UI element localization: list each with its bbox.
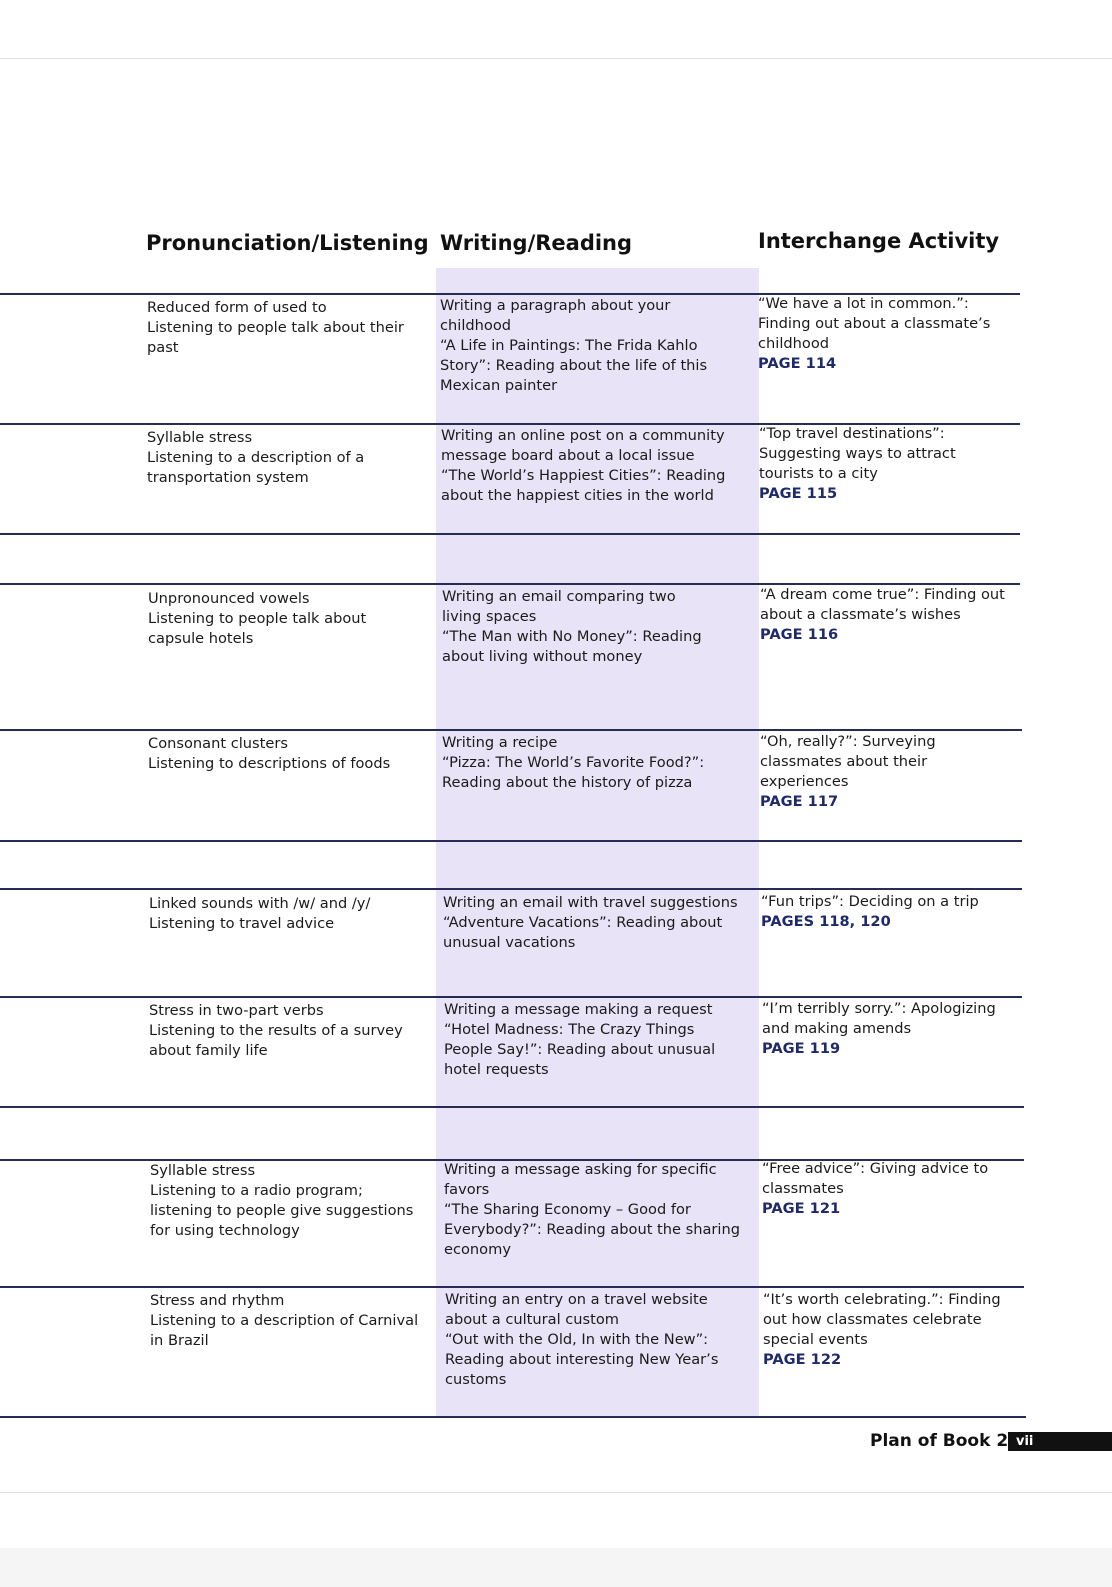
page-reference: PAGES 118, 120 xyxy=(761,913,891,930)
row-rule xyxy=(0,888,1022,890)
page-reference: PAGE 115 xyxy=(759,485,838,502)
row-7-writing: Writing a message asking for specific favors “The Sharing Economy – Good for Everybody?”: Reading about the sharing economy xyxy=(444,1161,741,1258)
row-8-pronunciation: Stress and rhythm Listening to a description of Carnival in Brazil xyxy=(150,1292,419,1349)
row-2-pronunciation: Syllable stress Listening to a description of a transportation system xyxy=(147,429,365,486)
row-3-writing: Writing an email comparing two living spaces “The Man with No Money”: Reading about living without money xyxy=(442,588,702,665)
row-5-writing: Writing an email with travel suggestions “Adventure Vacations”: Reading about unusual vacations xyxy=(443,894,738,951)
bottom-margin xyxy=(0,1548,1112,1587)
row-4-interchange: “Oh, really?”: Surveying classmates about their experiences PAGE 117 xyxy=(760,733,936,810)
row-rule xyxy=(0,1286,1024,1288)
row-7-interchange: “Free advice”: Giving advice to classmates PAGE 121 xyxy=(762,1160,989,1217)
page-reference: PAGE 121 xyxy=(762,1200,841,1217)
row-4-pronunciation: Consonant clusters Listening to descriptions of foods xyxy=(148,735,391,772)
row-rule xyxy=(0,996,1022,998)
row-rule xyxy=(0,1416,1026,1418)
header-interchange-activity: Interchange Activity xyxy=(758,229,1000,253)
top-rule xyxy=(0,58,1112,59)
row-6-interchange: “I’m terribly sorry.”: Apologizing and making amends PAGE 119 xyxy=(762,1000,996,1057)
header-writing-reading: Writing/Reading xyxy=(440,231,633,255)
row-6-writing: Writing a message making a request “Hotel Madness: The Crazy Things People Say!”: Reading about unusual hotel requests xyxy=(444,1001,716,1078)
row-8-writing: Writing an entry on a travel website about a cultural custom “Out with the Old, In with the New”: Reading about interesting New Year’s customs xyxy=(445,1291,719,1388)
row-2-writing: Writing an online post on a community message board about a local issue “The World’s Happiest Cities”: Reading about the happiest cities in the world xyxy=(441,427,726,504)
row-1-pronunciation: Reduced form of used to Listening to people talk about their past xyxy=(147,299,404,356)
page-reference: PAGE 122 xyxy=(763,1351,842,1368)
row-rule xyxy=(0,1106,1024,1108)
page-reference: PAGE 116 xyxy=(760,626,839,643)
row-5-interchange: “Fun trips”: Deciding on a trip PAGES 118, 120 xyxy=(761,893,979,930)
row-5-pronunciation: Linked sounds with /w/ and /y/ Listening to travel advice xyxy=(149,895,371,932)
row-rule xyxy=(0,840,1022,842)
row-8-interchange: “It’s worth celebrating.”: Finding out how classmates celebrate special events PAGE 122 xyxy=(763,1291,1001,1368)
row-rule xyxy=(0,729,1022,731)
row-1-interchange: “We have a lot in common.”: Finding out about a classmate’s childhood PAGE 114 xyxy=(758,295,991,372)
footer-page-number: vii xyxy=(1016,1434,1034,1449)
row-3-interchange: “A dream come true”: Finding out about a classmate’s wishes PAGE 116 xyxy=(760,586,1005,643)
row-1-writing: Writing a paragraph about your childhood “A Life in Paintings: The Frida Kahlo Story”: Reading about the life of this Mexican painter xyxy=(440,297,708,394)
page-reference: PAGE 119 xyxy=(762,1040,841,1057)
bottom-rule xyxy=(0,1492,1112,1493)
row-7-pronunciation: Syllable stress Listening to a radio program; listening to people give suggestions for using technology xyxy=(150,1162,414,1239)
row-rule xyxy=(0,533,1020,535)
header-pronunciation-listening: Pronunciation/Listening xyxy=(146,231,429,255)
row-2-interchange: “Top travel destinations”: Suggesting ways to attract tourists to a city PAGE 115 xyxy=(759,425,956,502)
row-6-pronunciation: Stress in two-part verbs Listening to the results of a survey about family life xyxy=(149,1002,403,1059)
page-reference: PAGE 117 xyxy=(760,793,839,810)
footer-title: Plan of Book 2 xyxy=(870,1431,1009,1451)
row-3-pronunciation: Unpronounced vowels Listening to people talk about capsule hotels xyxy=(148,590,367,647)
row-4-writing: Writing a recipe “Pizza: The World’s Favorite Food?”: Reading about the history of pizza xyxy=(442,734,705,791)
page-reference: PAGE 114 xyxy=(758,355,837,372)
